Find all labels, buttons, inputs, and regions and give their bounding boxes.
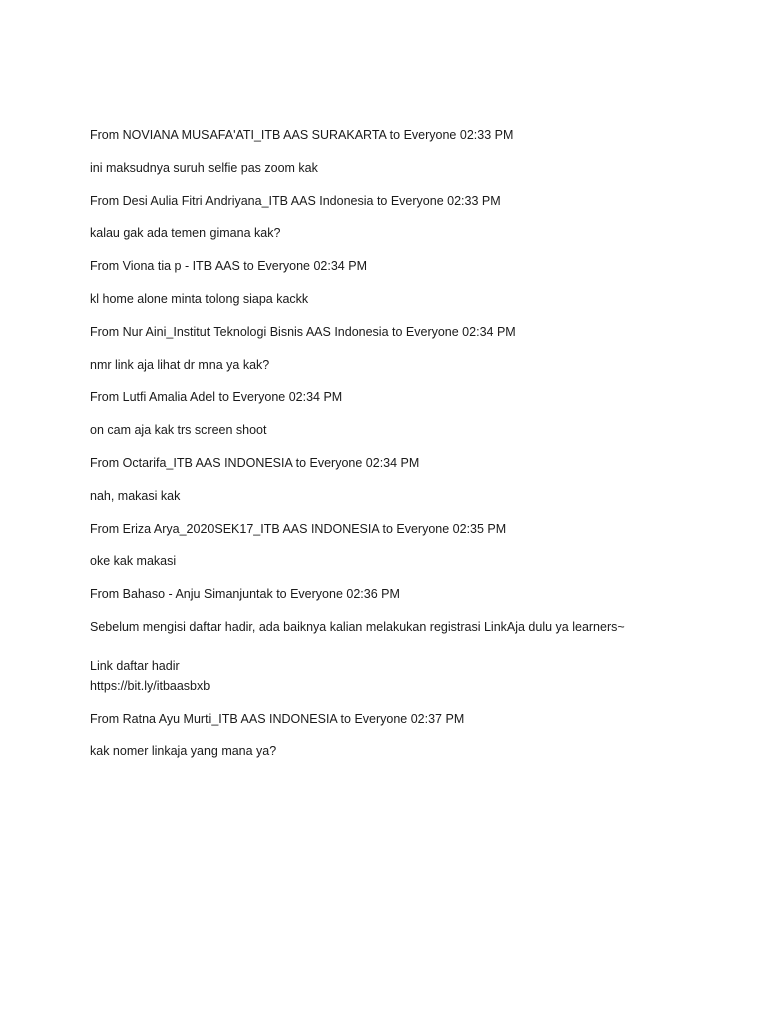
message-header: From Nur Aini_Institut Teknologi Bisnis AAS Indonesia to Everyone 02:34 PM bbox=[90, 324, 516, 339]
attendance-link-url: https://bit.ly/itbaasbxb bbox=[90, 678, 211, 693]
message-text: on cam aja kak trs screen shoot bbox=[90, 423, 267, 438]
message-header: From Bahaso - Anju Simanjuntak to Everyone 02:36 PM bbox=[90, 587, 400, 602]
chat-log bbox=[90, 126, 678, 775]
message-header: From Ratna Ayu Murti_ITB AAS INDONESIA to Everyone 02:37 PM bbox=[90, 711, 465, 726]
message-header: From Lutfi Amalia Adel to Everyone 02:34 PM bbox=[90, 390, 343, 405]
message-header: From Viona tia p - ITB AAS to Everyone 02:34 PM bbox=[90, 259, 367, 274]
message-text: nmr link aja lihat dr mna ya kak? bbox=[90, 357, 270, 372]
attendance-link-block bbox=[90, 657, 678, 695]
message-header: From Eriza Arya_2020SEK17_ITB AAS INDONESIA to Everyone 02:35 PM bbox=[90, 521, 507, 536]
message-text: Sebelum mengisi daftar hadir, ada baiknya kalian melakukan registrasi LinkAja dulu ya learners~ bbox=[90, 619, 625, 634]
attendance-link-label: Link daftar hadir bbox=[90, 658, 180, 673]
message-header: From Desi Aulia Fitri Andriyana_ITB AAS Indonesia to Everyone 02:33 PM bbox=[90, 193, 501, 208]
message-header: From NOVIANA MUSAFA'ATI_ITB AAS SURAKARTA to Everyone 02:33 PM bbox=[90, 128, 514, 142]
message-text: oke kak makasi bbox=[90, 554, 177, 569]
message-text: ini maksudnya suruh selfie pas zoom kak bbox=[90, 160, 318, 175]
message-text: kak nomer linkaja yang mana ya? bbox=[90, 744, 277, 759]
message-text: kalau gak ada temen gimana kak? bbox=[90, 226, 281, 241]
message-text: kl home alone minta tolong siapa kackk bbox=[90, 291, 309, 306]
message-header: From Octarifa_ITB AAS INDONESIA to Everyone 02:34 PM bbox=[90, 455, 420, 470]
message-text: nah, makasi kak bbox=[90, 488, 181, 503]
